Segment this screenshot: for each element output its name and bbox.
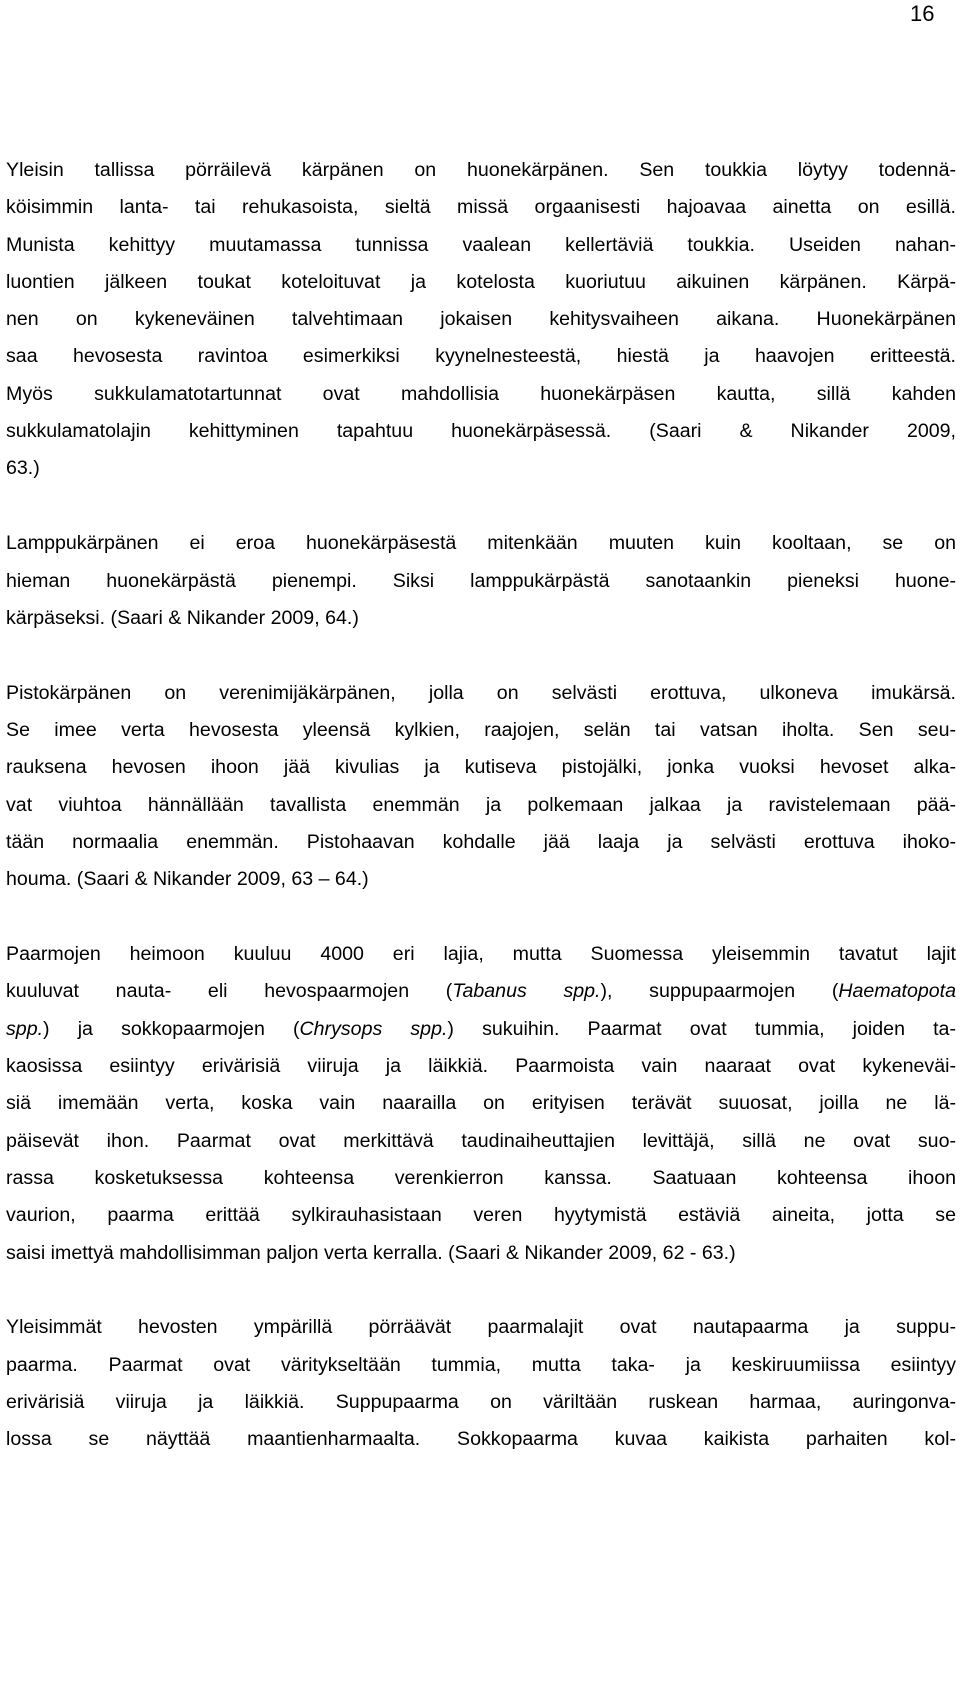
text-segment: hieman huonekärpästä pienempi. Siksi lamppukärpästä sanotaankin pieneksi huone- [6,569,956,592]
paragraph-4-line-9 [6,1235,956,1272]
text-segment: ) sukuihin. Paarmat ovat tummia, joiden ta- [447,1017,956,1040]
paragraph-2-line-2 [6,563,956,600]
paragraph-2-line-1 [6,525,956,562]
paragraph-4-line-1 [6,936,956,973]
text-segment: kuuluvat nauta- eli hevospaarmojen ( [6,980,453,1003]
paragraph-1-line-9 [6,450,956,487]
paragraph-3-line-6 [6,861,956,898]
page-number: 16 [910,1,935,26]
text-segment: rassa kosketuksessa kohteensa verenkierron kanssa. Saatuaan kohteensa ihoon [6,1166,956,1189]
paragraph-1-line-8 [6,413,956,450]
paragraph-4-line-2 [6,973,956,1010]
text-segment: päisevät ihon. Paarmat ovat merkittävä taudinaiheuttajien levittäjä, sillä ne ovat suo- [6,1129,956,1152]
text-segment: houma. (Saari & Nikander 2009, 63 – 64.) [6,868,369,891]
text-segment: rauksena hevosen ihoon jää kivulias ja kutiseva pistojälki, jonka vuoksi hevoset alka- [6,756,956,779]
paragraph-4-line-7 [6,1160,956,1197]
text-segment: Paarmojen heimoon kuuluu 4000 eri lajia, mutta Suomessa yleisemmin tavatut lajit [6,943,956,966]
text-segment: Se imee verta hevosesta yleensä kylkien, raajojen, selän tai vatsan iholta. Sen seu- [6,719,956,742]
paragraph-4-line-5 [6,1085,956,1122]
text-segment: luontien jälkeen toukat koteloituvat ja kotelosta kuoriutuu aikuinen kärpänen. Kärpä- [6,270,956,293]
text-segment: saa hevosesta ravintoa esimerkiksi kyynelnesteestä, hiestä ja haavojen eritteestä. [6,345,956,368]
text-segment: ), suppupaarmojen ( [600,980,839,1003]
text-segment: Pistokärpänen on verenimijäkärpänen, jolla on selvästi erottuva, ulkoneva imukärsä. [6,681,956,704]
text-segment: sukkulamatolajin kehittyminen tapahtuu huonekärpäsessä. (Saari & Nikander 2009, [6,420,956,443]
paragraph-3-line-4 [6,787,956,824]
paragraph-1-line-3 [6,227,956,264]
paragraph-3-line-5 [6,824,956,861]
paragraph-1-line-7 [6,376,956,413]
italic-species-name: Tabanus spp. [452,980,601,1003]
italic-species-name: Haematopota [838,980,956,1003]
text-segment: Munista kehittyy muutamassa tunnissa vaalean kellertäviä toukkia. Useiden nahan- [6,233,956,256]
text-segment: kärpäseksi. (Saari & Nikander 2009, 64.) [6,606,359,629]
paragraph-1-line-1 [6,152,956,189]
paragraph-5-line-1 [6,1309,956,1346]
text-segment: Yleisin tallissa pörräilevä kärpänen on huonekärpänen. Sen toukkia löytyy todennä- [6,159,956,181]
text-segment: vat viuhtoa hännällään tavallista enemmän ja polkemaan jalkaa ja ravistelemaan pää- [6,793,956,816]
paragraph-5-line-2 [6,1347,956,1384]
paragraph-4-line-8 [6,1197,956,1234]
text-segment: tään normaalia enemmän. Pistohaavan kohdalle jää laaja ja selvästi erottuva ihoko- [6,830,956,853]
paragraph-1-line-2 [6,189,956,226]
text-segment: köisimmin lanta- tai rehukasoista, sieltä missä orgaanisesti hajoavaa ainetta on esillä. [6,196,956,219]
text-segment: Yleisimmät hevosten ympärillä pörräävät paarmalajit ovat nautapaarma ja suppu- [6,1316,956,1339]
italic-species-name: Chrysops spp. [299,1017,448,1040]
text-segment: saisi imettyä mahdollisimman paljon verta kerralla. (Saari & Nikander 2009, 62 - 63.) [6,1241,736,1264]
text-segment: paarma. Paarmat ovat väritykseltään tummia, mutta taka- ja keskiruumiissa esiintyy [6,1353,956,1376]
paragraph-5-line-3 [6,1384,956,1421]
paragraph-5-line-4 [6,1421,956,1458]
text-segment: siä imemään verta, koska vain naarailla on erityisen terävät suuosat, joilla ne lä- [6,1092,956,1115]
paragraph-3-line-3 [6,749,956,786]
document-body [6,152,956,1459]
text-segment: erivärisiä viiruja ja läikkiä. Suppupaarma on väriltään ruskean harmaa, auringonva- [6,1390,956,1413]
paragraph-1-line-5 [6,301,956,338]
text-segment: Lamppukärpänen ei eroa huonekärpäsestä mitenkään muuten kuin kooltaan, se on [6,532,956,555]
italic-species-name: spp. [6,1017,44,1040]
paragraph-1-line-4 [6,264,956,301]
paragraph-4-line-4 [6,1048,956,1085]
text-segment: vaurion, paarma erittää sylkirauhasistaan veren hyytymistä estäviä aineita, jotta se [6,1204,956,1227]
paragraph-3-line-1 [6,675,956,712]
text-segment: nen on kykeneväinen talvehtimaan jokaisen kehitysvaiheen aikana. Huonekärpänen [6,308,956,331]
text-segment: 63.) [6,457,40,480]
paragraph-1-line-6 [6,338,956,375]
paragraph-4-line-6 [6,1123,956,1160]
text-segment: kaosissa esiintyy erivärisiä viiruja ja läikkiä. Paarmoista vain naaraat ovat kykeneväi- [6,1055,956,1078]
text-segment: lossa se näyttää maantienharmaalta. Sokkopaarma kuvaa kaikista parhaiten kol- [6,1428,956,1451]
paragraph-4-line-3 [6,1011,956,1048]
text-segment: ) ja sokkopaarmojen ( [43,1017,300,1040]
text-segment: Myös sukkulamatotartunnat ovat mahdollisia huonekärpäsen kautta, sillä kahden [6,382,956,405]
paragraph-3-line-2 [6,712,956,749]
paragraph-2-line-3 [6,600,956,637]
